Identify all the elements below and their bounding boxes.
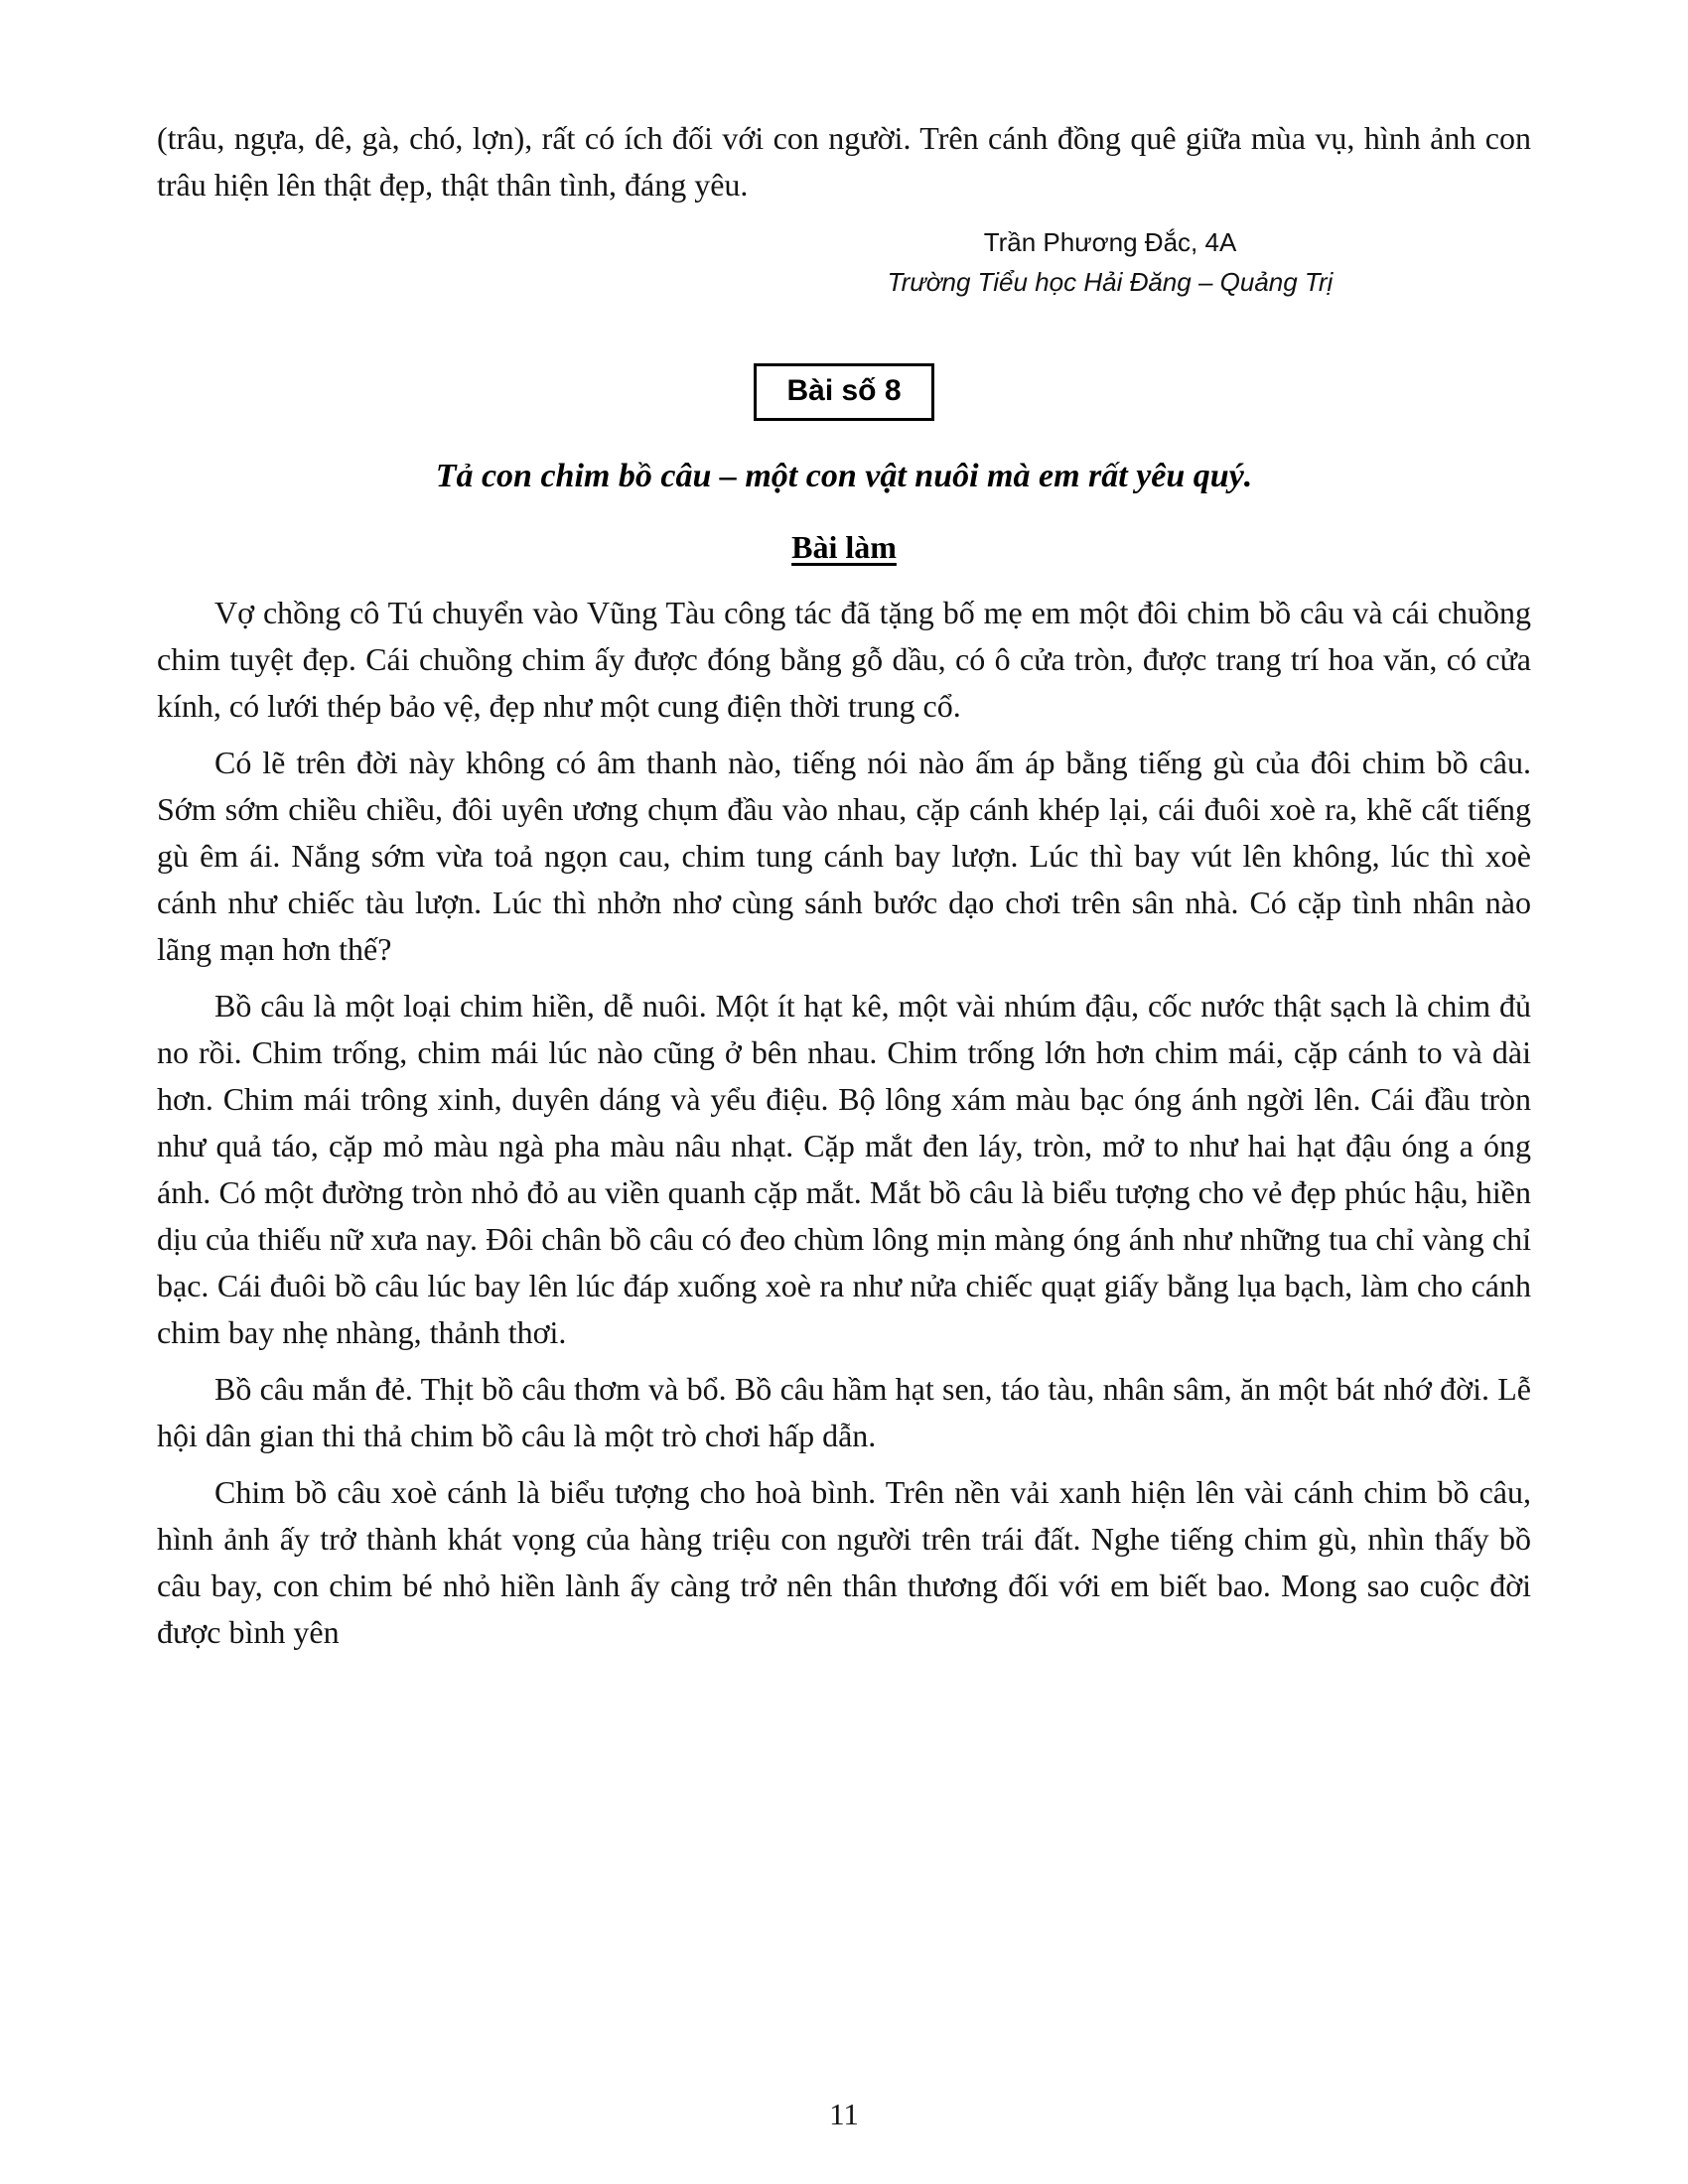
essay-paragraph: Bồ câu mắn đẻ. Thịt bồ câu thơm và bổ. Bồ câu hầm hạt sen, táo tàu, nhân sâm, ăn một bát nhớ đời. Lễ hội dân gian thi thả chim bồ câu là một trò chơi hấp dẫn. — [157, 1371, 1531, 1453]
essay-prompt-title: Tả con chim bồ câu – một con vật nuôi mà em rất yêu quý. — [435, 458, 1253, 494]
intro-paragraph: (trâu, ngựa, dê, gà, chó, lợn), rất có ích đối với con người. Trên cánh đồng quê giữa mùa vụ, hình ảnh con trâu hiện lên thật đẹp, thật thân tình, đáng yêu. — [157, 120, 1531, 203]
attribution-author: Trần Phương Đắc, 4A — [983, 227, 1237, 257]
essay-paragraph: Có lẽ trên đời này không có âm thanh nào, tiếng nói nào ấm áp bằng tiếng gù của đôi chim bồ câu. Sớm sớm chiều chiều, đôi uyên ương chụm đầu vào nhau, cặp cánh khép lại, cái đuôi xoè ra, khẽ cất tiếng gù êm ái. Nắng sớm vừa toả ngọn cau, chim tung cánh bay lượn. Lúc thì bay vút lên không, lúc thì xoè cánh như chiếc tàu lượn. Lúc thì nhởn nhơ cùng sánh bước dạo chơi trên sân nhà. Có cặp tình nhân nào lãng mạn hơn thế? — [157, 745, 1531, 967]
essay-paragraph: Bồ câu là một loại chim hiền, dễ nuôi. Một ít hạt kê, một vài nhúm đậu, cốc nước thật sạch là chim đủ no rồi. Chim trống, chim mái lúc nào cũng ở bên nhau. Chim trống lớn hơn chim mái, cặp cánh to và dài hơn. Chim mái trông xinh, duyên dáng và yểu điệu. Bộ lông xám màu bạc óng ánh ngời lên. Cái đầu tròn như quả táo, cặp mỏ màu ngà pha màu nâu nhạt. Cặp mắt đen láy, tròn, mở to như hai hạt đậu óng a óng ánh. Có một đường tròn nhỏ đỏ au viền quanh cặp mắt. Mắt bồ câu là biểu tượng cho vẻ đẹp phúc hậu, hiền dịu của thiếu nữ xưa nay. Đôi chân bồ câu có đeo chùm lông mịn màng óng ánh như những tua chỉ vàng chỉ bạc. Cái đuôi bồ câu lúc bay lên lúc đáp xuống xoè ra như nửa chiếc quạt giấy bằng lụa bạch, làm cho cánh chim bay nhẹ nhàng, thảnh thơi. — [157, 988, 1531, 1350]
essay-section-heading: Bài làm — [791, 529, 897, 565]
page-number: 11 — [829, 2097, 859, 2131]
essay-paragraph: Vợ chồng cô Tú chuyển vào Vũng Tàu công tác đã tặng bố mẹ em một đôi chim bồ câu và cái chuồng chim tuyệt đẹp. Cái chuồng chim ấy được đóng bằng gỗ dầu, có ô cửa tròn, được trang trí hoa văn, có cửa kính, có lưới thép bảo vệ, đẹp như một cung điện thời trung cổ. — [157, 595, 1531, 724]
attribution-block — [782, 222, 1438, 302]
lesson-badge-row — [157, 363, 1531, 421]
essay-paragraphs — [157, 590, 1531, 1656]
essay-paragraph: Chim bồ câu xoè cánh là biểu tượng cho hoà bình. Trên nền vải xanh hiện lên vài cánh chim bồ câu, hình ảnh ấy trở thành khát vọng của hàng triệu con người trên trái đất. Nghe tiếng chim gù, nhìn thấy bồ câu bay, con chim bé nhỏ hiền lành ấy càng trở nên thân thương đối với em biết bao. Mong sao cuộc đời được bình yên — [157, 1474, 1531, 1650]
lesson-number-badge: Bài số 8 — [754, 363, 933, 421]
attribution-school: Trường Tiểu học Hải Đăng – Quảng Trị — [887, 267, 1334, 297]
